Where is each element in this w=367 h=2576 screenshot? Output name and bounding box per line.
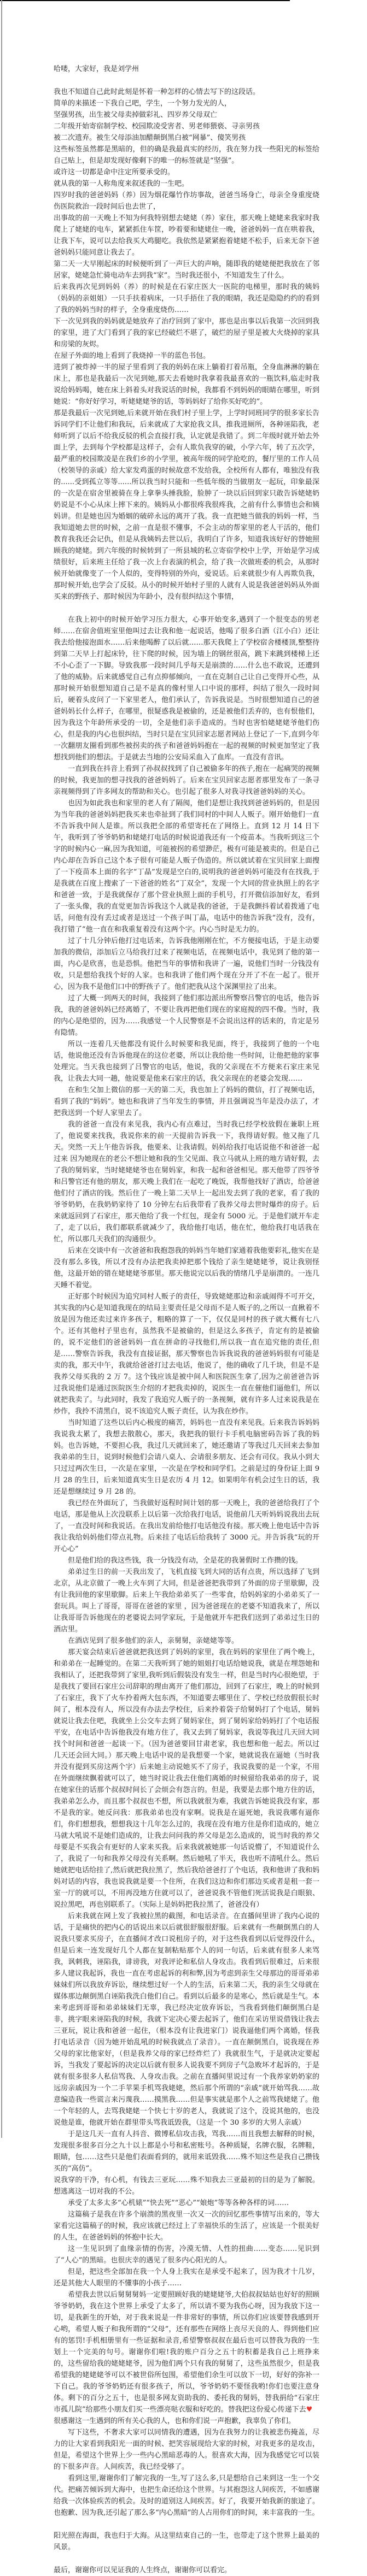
letter-paragraph: 这一生见识到了血缘亲情的伤害，冷漠无情、人性的扭曲……变态……见识到了“人心”的黑暗。也很庆幸的遇见了很多内心阳光的人。 [54, 2245, 319, 2265]
letter-paragraph: 我的爸爸一直没有来见我，我内心有点难过，当时我已经学校放假在兼职上班了，他说要来找我，我说你来的前一天提前告诉我一下，我得请好假。他又拖了几天。突然一天上午他告诉我，他要来、让我请假。妈妈给我打电话说他不和爸爸一起过来 因为她现在的老公不想让她和我的生父见面、我立马就从上班的地方请好假，去了我的舅妈家，当时姥姥姥爷也在舅妈家，和我一起和爸爸相见。那天他带了四爷爷和吕警官还有他的朋友，那天晚上我们在一起吃了晚饭，我帮他找好了酒店，给爸爸他们付了酒店的钱。然后住了一晚上第二天早上一起出发去到了我的老家，看了我的爷爷奶奶，在我奶奶家待了 10 分钟左右后我带看了我养父母去世时爆炸的房子。后来就返回到了石家庄，那天他给了我一个红包，现金有 5000 元。于是他们就开车走了，走了以后，我们都联系就减少了，我给他打电话，他在忙，他给我打电话我在忙，所以那几天我们的沟通很少。 [54, 1121, 319, 1243]
letter-paragraph: 于是这几天一直有人抖音、微博私信攻击我，骂我……而且我想去解释的时候，发现很多很多百分之九十以上都是小号和私密账号。各种质疑，名牌衣服，名牌鞋，眼睛，包……这些只是他们表面看到的，就用来诋毁我……殊不知这些是我自己攒钱买的“高仿”。 [54, 2130, 319, 2173]
letter-paragraph: 也因为如此我也和家里的老人有了隔阂，他们是想让我找到爸爸妈妈的，但是因为当年我的爸爸妈妈把我买来也牵扯到了我们同村的中间人人贩子。刚开始他们一直不告诉我中间人是谁。所以我把全部的希望寄托在了网络上。直到 12 月 14 日下午，我听到了爷爷奶奶和姥姥打电话的时候说道我还有一个疫苗本。当我听到这三个字的时候内心一麻,因为我知道，可能被拐的希望渺茫，极有可能是被卖的。但是自己内心却在告诉自己这个本子很有可能是人贩子伪造的。所以就试着在宝贝回家上面搜了一下疫苗本上面的名字“丁晶”发现是空白的,说明我的爸爸妈妈可能没有在找我,于是我就在百度上搜索了一下爸爸的姓名“丁双全”，发现一个大同的营业执照上的名字和爸爸一致，于是我就保存了那个营业执照上面的手机号，打开微信添加好友，看到了一张头像，我的直觉更加告诉我这个人就是我的爸爸，于是我颤抖着试着拨通了电话，问他有没有丢过或者是送过一个孩子叫丁晶，电话中的他告诉我“没有，没有，我打错了”他一直在和我重复着没有这两个字。内心当时是无力的。 [54, 799, 319, 934]
top-rule [0, 0, 290, 1]
letter-paragraph: 后来我再次见到妈妈（养）的时候是在石家庄医大一医院的电梯里，那时我的姨妈（妈妈的亲姐姐）一只手扶着病床，一只手捂住了我的眼睛，我还是隐隐约约的看到了我的妈妈当时的样子，全身重度烧伤…… [54, 283, 319, 314]
letter-paragraph: 坚强男孩，出生被父母卖掉做彩礼、四岁养父母双亡 [54, 111, 218, 119]
letter-paragraph: 但是他们给的我这些钱，我一分钱没有动，全是花的我暑假时工作攒的钱。 [68, 1557, 303, 1565]
letter-paragraph: 这篇稿子是我在许多个崩溃的黑夜里一次又一次的回忆那些事情写出来的，等大家看完这篇稿子的时候，我应该就已经过上了幸福快乐的生活了，应该是一个很美好的人生，在爸爸妈妈的怀抱中长大。 [54, 2210, 319, 2242]
letter-paragraph: 在我上初中的时候开始学习压力很大，心事开始变多,遇到了一个很变态的男老师……在宿舍值班室里他叫过去让我和他一起说话，他喝了很多白酒（江小白）还让我去给他接泡面水……后来他喝醉了以后就……那天我爬上了学校宿舍楼楼顶,整整待到第二天早上打起床铃，往下爬的时候，因为墙上的钢丝很高，跳下来跳到楼梯上还不小心歪了一下脚。导致我那一段时间几乎每天是崩溃的……什么也不敢说，还遭到了他的威胁。后来就感觉自己有点抑郁倾向，一直在克制自己让自己变得开心些，从那时候开始很想知道自己是不是真的像村里人口中说的那样，纠结了很久一段时间后，硬着头皮问了一下家里老人，他们承认了，告诉我说是。当时很想知道自己的爸爸妈妈长什么样子，在哪里，很疑惑我是被偷的，还是被他们丢弃的，也有恨他们，因为我这个年龄所承受的一切，全是他们亲手造成的。当时也害怕姥姥姥爷他们伤心，但是我的内心也很纠结，当时只是在宝贝回家志愿者网站上登记了一下,直到今年一次翻朋友圈看到那些被拐卖的孩子和爸爸妈妈抱在一起的视频的时候更加坚定了我想找到他们的想法。于是就去当地的公安局采血入了血库。一直没有音讯。 [54, 616, 319, 762]
letter-paragraph: 我已经在外面玩了，当我做好返程时间计划的那一天晚上，我的爸爸给我打了个电话，那是他从上次没联系上以后第一次给我打电话，说他前几天听妈妈说我出去玩了，一直没时间和我说话。在我出发前给他打电话他没有接。那天晚上他电话中告诉我让我给妈妈他们带点礼物。后来挂了电话后给我转了 3000 元。并告诉我“玩的开开心心” [54, 1499, 319, 1553]
letter-paragraph: 正好那个时候因为追究同村人贩子的责任，导致姥姥那边和亲戚闹得不可开交，其实我的内心是知道我现在的结局主要责任是父母而不是人贩子的,之所以一直揪着不放是因为他还卖过来许多孩子，粗略的算了一下，仅仅是同村的孩子就大概有七八个。还有其他村子里也有，虽然我不是被偷的，但是这么多孩子，肯定有的是被偷的，说不定他们的爸爸妈妈一直在拼命的寻找他们,所以我一直在追究他的责任,但是……警察告诉我，我没有直接证据，那天警察也告诉我说我的爸爸妈妈很有可能是卖的我，那天中午，我就给爸爸打过去电话，他说了，他的确收了几千块，但是不是我养父母买我的 2 万 7。这个钱应该是被中间人和医院医生拿了,因为之前爸爸告诉过我说他们是通过医院医生介绍的才把我卖掉的，说医生一直在催他们逼他们，所以就把我卖了。与此同时，我发了我追究人贩子的一条视频，就有许多人过来说我是在炒作，我拎不清黑白，说不该追究人贩子责任，认为我在炒作。 [54, 1293, 319, 1416]
letter-paragraph: 被二次遗弃。被生父母添油加醋颠倒黑白被“网暴”、傻笑男孩 [54, 134, 246, 142]
letter-paragraph: 阳光照在海面，我也归于大海。从这里结束自己的一生，也带走了这个世界上最美的风景。 [54, 2532, 319, 2551]
letter-paragraph: 二年级开始寄宿制学校、校园欺凌受害者、男老师猥亵、寻亲男孩 [54, 122, 260, 131]
letter-paragraph: 就从我的第一人称角度来叙述我的一生吧。 [54, 180, 189, 188]
letter-paragraph: 当时知道了这些以后内心极度的痛苦，妈妈也一直没有来见我。后来我告诉妈妈我说我太累了，我想去散散心，那天，我把我的银行卡手机电脑密码告诉了我的妈妈。也告诉她，不要担心我，我过几天就回来了，她还邀请了等我过几天回来去参加我弟弟的生日，说到时候他们会请八桌人、会请很多朋友、还会有司仪。我从小到大只过过两次生日，一次是在家里，一次是在学校和同学们。之前是过的身份证上面 9 月 28 的生日，后来知道真实生日是农历 4 月 12。如果明年有机会过生日的话，我还是想继续过 9 月 28 的。 [54, 1419, 319, 1496]
letter-paragraph: 所以一连着几天他都没有说什么时候要和我见面，终于，我接到了他的一个电话，他说他还没有告诉他现在的这位老婆，所以让我给他一些时间，让他把他的家事处理完。当天我也接到了吕警官的电话，他说，我的父亲现在不方便来石家庄来见我，让我去大同一趟，他说要是他来石家庄的话，我父亲现在的老婆会发现…… [54, 1040, 319, 1083]
letter-paragraph: 后来我就在网上发了我被拉黑的截图，和电话录音。在直播间里讲了我内心说的话，于是痛快的把内心的话说出来以后就很舒服很舒服。后来就有一些颠倒黑白的人说我只要求买房子，在直播间才改口说租房子的，对于这些我看到以后觉得没什么，但是后来一连发现好几个人都在复制粘贴那个人的同一句话，后来就有很多人来骂我，讽刺我，诬陷我，诽谤我，对我评论和私信人身攻击。我看到后很难过，后来很多人建议我起诉，我也一直在考虑起诉的利和弊,因为考虑到亲生父母那边的哥哥弟弟妹妹们所以我放弃诉讼，继续想过好一个人的生活，后来第二天，我的亲生父母就在媒体那边颠倒黑白诬陷我洗白他们自己。看到以后最多的是寒心，然后就是生气。本来考虑到哥哥和弟弟妹妹们无辜，我已经决定放弃诉讼，当我看到他们颠倒黑白是非，挑字眼来诬陷我的时候，我就下定决心要去起诉了，他们在采访里说借钱让我去三亚玩，说让我和爸爸一起住，（根本没有让我进家门）说我逼他们两个离婚，怪我打电话录音（因为她开始乱吼的时候我就点了录音）。一直在颠倒黑白，说我现在养父母的家比他家好，（但是我养父母的家已经炸烂了）我就很生气，于是就决定要起诉，当我发了要起诉的决定以后就有很多人说我要不到房子气急败坏才起诉的，于是就有很多很多人私信骂我、人身攻击我。之前在直播间里说过有一个我养家奶奶家的远房亲戚因为一个二手苹果手机骂我姥姥，然后那个所谓的“亲戚”就开始骂我……故意编造我一些谎言来污蔑我……摸黑我……但是事实就是那个人之前骂我姥姥了。他一个年轻的人，去骂我姥姥一个快七十岁的老人，我就说了这个，没说其他的，也没说他是谁，他就开始在群里带头骂我诋毁我，（这是一个 30 多岁的大男人亲戚） [54, 1912, 319, 2127]
letter-paragraph: 后来在交谈中有一次爸爸和我抱怨我的妈妈当年她们家通着我他要彩礼,他实在是没有那么多钱，所以才没有办法把我卖掉把那个钱给了亲生姥姥姥爷，说让我别怪他，这最开始的错在姥姥姥爷那里。那天他说完以后我的情绪几乎是崩溃的。一连几天睡不着觉。 [54, 1247, 319, 1289]
letter-paragraph: 一直到我在抖音上看到了孙叔叔找到了自己被偷多年的孩子,抱在一起痛哭的视频的时候，我更加的想寻找我的爸爸妈妈了。后来在宝贝回家志愿者那里发布了一条寻亲视频得到了许多网友的帮助和关心。也引起了很多人对我寻找爸爸妈妈的关心。 [54, 765, 319, 796]
letter-paragraph: 四岁时我的爸爸妈妈（养）因为烟花爆竹作坊事故，爸爸当场身亡，母亲全身重度烧伤医院救治一段时间后也去世了， [54, 191, 319, 211]
letter-paragraph: 写下这些，不奢求大家可以同情我的遭遇，因为在我努力的让我被悲伤掩盖，尽力的让大家看到我阳光一面的时候、把笑容展现给大家的时候，对我更多的是攻击，但是，希望这个世界上少一些内心黑暗恶毒的人。很喜欢大海，因为我感觉它可以装的下很多声音。人间疾苦，我已经受够了。 [54, 2428, 319, 2471]
letter-paragraph: 我也不知道自己此时此刻是怀着一种怎样的心情去写下的这段话。 [54, 88, 260, 96]
letter-paragraph: 承受了太多太多“心机婊”“快去死”“恶心”“娘炮”等等各种各样的词…… [68, 2199, 289, 2207]
left-rule [1, 0, 2, 2138]
letter-paragraph: 那天宴会结束后爸爸就把我送到了妈妈的家里，我在妈妈的家里住了两个晚上，和弟弟在一起睡觉的。在第二天我听到了她的姐姐打电话给她说我，就是在埋怨她和我相认了，还把我带到了家里,我听到后假装没有发生一样，但是当时内心很绝望，于是我找了要回石家庄公司辞职的理由离开了他们那边，回到了石家庄，晚上的时候到了石家庄，我下了火车拎着两大包东西，不知道要去哪里住了、学校已经放假很长时间了，根本没有人，所以没有办法去学校住，后来拎着袋子给舅妈打了个电话，舅妈就说让我去住吧，我就坐上公交车去到了舅妈家住，到了舅妈家给妈妈打了个电话报平安，在电话中告诉他我没有地方住了，我又去到了舅妈家，我说等我过几天回大同找个时间和爸爸一起谈一下。（因为爸爸要回甘肃老家，我也想和他一起去。所以过几天还会回大同。）那天晚上电话中说的是我想要一个家，她就说我在逼她（当时我并没有提到买房这两个字）后来她主动说她买不了房子，我说我要的是一个家，不用在外面继续飘着就可以了，她当时说让我去住他们离婚的时候留给我弟弟的房子，说在她家住的话那个叔叔时间长了会烦会有怨言的。但是，我要是去那个地方住的话，我弟弟怎么办，而且那个叔叔也不想，所以我就很为难，我就告诉她说我没有家，那不是我的家。她反问我：那我弟弟也没有家啊。说我是在逼死她，我说我哪有逼你们，你们想想我，想想我这十几年怎么过的，我现在没有地方住是你们造成的，她立马就大吼说不是她们造成的，让我去问问我的养父母是怎么造成的，说当时我的养父母要是不买我会有更好的人家来买我。后来我就被她那一句话说懵了，不知道说什么了，我说了一句和我养父母没有关系啊。然后她吼了半天，我也听不清吼什么。然后她就把电话给挂了,然后就把我拉黑了，然后我给爸爸打了个电话，我和他讲了我和妈妈对话的内容，我也说我就是要一个住所，在我们这边和你们那边买或者是租一套一室一厅的就可以，不用再没地方住就可以了，爸爸说我不管他们死活说我是白眼狼、说拉黑吧，再也别联系了。（实际上是妈妈把我拉黑了，爸爸没有） [54, 1648, 319, 1909]
letter-paragraph: 但是，把这些全部加在我一个人身上我实在是承受不起来了，因为我才十几岁，还是其他大人眼里的不懂事的小孩子…… [54, 2268, 319, 2288]
letter-paragraph: 那是我最后一次见到她,后来就开始在我们村子里上学，上学时同班同学的很多家长告诉同学们不让他们和我玩，后来就成了大家抢我文具，推我进厕所，各种诬陷我，老师听到了以后不给我反驳的机会直接打我，认定就是我错了。到二年级时就开始去外面上学，去到每个学校都是这样子，会有人欺负我穿的破，小学六年，转了五次学，最严重的校园欺凌是在我们乡的小学里，被高年级的同学抢吃的，餐厅里的工作人员（校领导的亲戚）给大家发鸡蛋的时候故意不发给我，全校所有人都有，唯独没有我的......受到孤立等等......所以我当时只能和一些低年级的当做朋友一起玩，印象最深的一次是在宿舍里被骑在身上拿拳头捶我脸，脸肿了一块以后回到家只敢告诉姥姥奶奶说是不小心从床上摔下来的。姨妈从小都很疼我很疼我，之前有什么事情也会和姨妈讲。但是她也因为婚姻的破碎永远的离开了我。我一直把她当做我的妈妈一样，当我知道她去世的时候，之前一直是很不懂事，不会主动的帮家里的老人干活的，他们教育我我还会记仇，但是从我姨妈去世以后，我明白了许多，知道我该好好的替她照顾我的姥姥。到六年级的时候转到了一所县城的私立寄宿学校中上学，开始是学习成绩很好，后来班主任给了我一次上台表演的机会，给了我一次做班委的机会，从那时候开始就像变了一个人似的，变得特别的外向，爱说话。后来就很少有人再欺负我，那时候开始,也学会了反驳。从小的时候开始村子里的人就有人说是我爸爸妈妈从外面买来的野孩子、那时候因为年龄小，没有很纠结这个事情， [54, 409, 319, 601]
letter-paragraph: 这些标签虽然都是黑暗的，但的确是我最真实的经历，我在努力找一些阳光的标签给自己贴上，但是却发现好像剩下的唯一的标签就是“坚强”。 [54, 145, 319, 165]
letter-paragraph: 在和生父加上微信的那一天的第二天，我也加上了妈妈的微信，打了视频电话，看到了我的“妈妈”。她也和我讲了当年发生的事情，并且强调说当年是没办法了，才把我送到一个好人家里去了。 [54, 1086, 319, 1117]
letter-paragraph: 在屋子外面的地上看到了我烧掉一半的蓝色书包。 [54, 352, 211, 360]
letter-paragraph: 希望我去世以后舅舅舅妈一定要照顾好我的姥姥姥爷,大伯叔叔姑姑也好好的照顾爷爷奶奶，我在这个世界上承受了太多了，所以请不要为我伤心呀，因为我放下这一切，是我新生的开始，对于我来说是一件非常好的事情，所以你们应该要替我感到开心哟，希望人贩子和我所谓的“父母”，还有那些在网络上丧尽天良的人、得到他们应有的惩罚!手机相册里有一些证据和录音,希望警察叔叔在最后也可以替我为我的一生划上一个完美的句号。谢谢你们啦!我的账户百分之五十的积蓄是我自己上班挣来的，这些留给我的姥姥姥爷，因为他们两个只有我的舅舅了，这些虽然很少，但是我希望我的姥姥姥爷可以不被世俗所包围，希望他们余生可以放下一切，好好的弥补一下自己。我的爷爷奶奶还有很多孩子，所以，爷爷奶奶不要怪我哟!你们也要注意身体。剩下的百分之五十，也是很多网友资助我的、委托我的舅妈，替我捐给“石家庄市孤儿院”给那些小朋友们买一些漂亮哒衣服和好吃的。替我把这份爱心传递下去♥ 很感谢这一生遇到的所有关心我的人，也和你们说一声抱歉，我辜负了你们。 [54, 2291, 320, 2425]
letter-paragraph: 最后，谢谢你可以见证我的人生终点，谢谢你可以看完。 [54, 2566, 232, 2574]
letter-paragraph: 第二天一大早刚起床的时候便听到了一声巨大的声响，随即我的姥姥便把我放在了邻居家，姥姥急忙骑电动车去到我“家”。当时我还很小，不知道发生了什么。 [54, 260, 319, 280]
letter-paragraph: 看到这里,谢谢你们了解完我的一生,写了这么多,只是想给自己来到这一生一个交代。把痛苦倾诉到大海中，也把生命还给这个世界。与其抱怨这人间疾苦，不如感谢给我一次体验疾苦的机会。及时的道别这人间疾苦。好了，我要开始我新的旅途了。也抱歉、因为我,还引起了那么多“内心黑暗”的人占用你们的时间，来丰富我的一生。 [54, 2474, 319, 2517]
letter-document [54, 63, 319, 2576]
letter-paragraph: 简单的来描述一下我自己吧，学生，一个努力发光的人， [54, 99, 232, 108]
letter-body [54, 86, 319, 2576]
letter-paragraph: 弟弟过生日的前一天我出发了，飞机直接飞到大同的话有点贵，所以选择了飞到北京，从北京做了一晚上火车到了大同，但是爸爸把我带到了外面的房子里歇脚，没有让我回他的家里歇脚。后来上午我给弟弟买了一些零食，给妈妈家的小弟弟买了一套玩具。叫上了哥哥，哥哥在爸爸的家里 ，因为爸爸现在的老婆不知道我来了，所以让我哥哥告诉他现在的老婆说去同学家玩，于是他就开车把我们送到了弟弟过生日的酒店里。 [54, 1568, 319, 1634]
letter-paragraph: 说我穿的干净，有心机，有钱去三亚玩……殊不知我去三亚最初的目的是为了解脱。想逃离这一切对我的不公。 [54, 2176, 319, 2196]
letter-paragraph: 过了十几分钟后他打过电话来，告诉我他刚刚在忙，不方便接电话，于是主动要加我的微信，添加后立马给我打过来了视频电话，在视频电话中，我见到了他的第一面，内心是欣喜，也是恐惧。他把当年的事情和我讲了一遍，说他们当时一分钱没有收，只是想给我找个好的人家。也和我讲了他们两个现在分开了不在一起了。很开心，因为我不是他们口中的野孩子了。他们把我从这个深渊里拉了出来。 [54, 937, 319, 991]
letter-paragraph: 或许这一切都是命中注定所要承受的。 [54, 168, 175, 176]
letter-paragraph: 下一次见到我的妈妈就是她放弃了治疗回到了家中，那也是出事以后我第一次回到我的家里，进了大门看到了我的家已经破烂不堪了，破烂的屋子里是被大火烧掉的家具和房梁的灰烬。 [54, 317, 319, 349]
letter-paragraph: 出事故的前一天晚上不知为何我特别想去姥姥（养）家住，那天晚上姥姥来我家时我爬上了姥姥的电车，紧紧抓住车筐，吵着要和姥姥住一晚，爸爸妈妈一直在哄着我，让我下车，说可以去给我买大鸡腿吃。我依然是紧紧抱着姥姥不松手，后来无奈下爸爸妈妈只能同意让我去了。 [54, 214, 319, 257]
letter-greeting: 哈喽，大家好，我是刘学州 [54, 65, 139, 73]
heart-icon: ♥ [306, 2406, 313, 2414]
letter-paragraph: 过了大概一到两天的时间，我接到了他们那边派出所警察吕警官的电话，他告诉我，我的爸爸妈妈已经离婚了，不要让我再把他们现在的家庭搅的四不像。当时，我的内心是绝望的，因为……我感觉一个人民警察是不会说出这样的话来的，肯定是另有隐情。 [54, 994, 319, 1037]
letter-paragraph: 进到了被炸掉一半的屋子里看到了我的妈妈在床上躺着打着吊瓶，全身血淋淋的躺在床上，那也是我最后一次见到她,那天去看她时我拿着我最喜欢的一瓶饮料,临走时我说给妈妈喝，她在床上斜着头对我说话的时候，我都看不到妈妈的眼睛在哪里，听到她说：“你好好学习，听姥姥姥爷的话，等妈妈好了给你买好吃的”。 [54, 363, 319, 406]
letter-paragraph: 在酒店见到了很多他们的亲人，亲舅舅，亲姥姥等等。 [68, 1637, 239, 1645]
